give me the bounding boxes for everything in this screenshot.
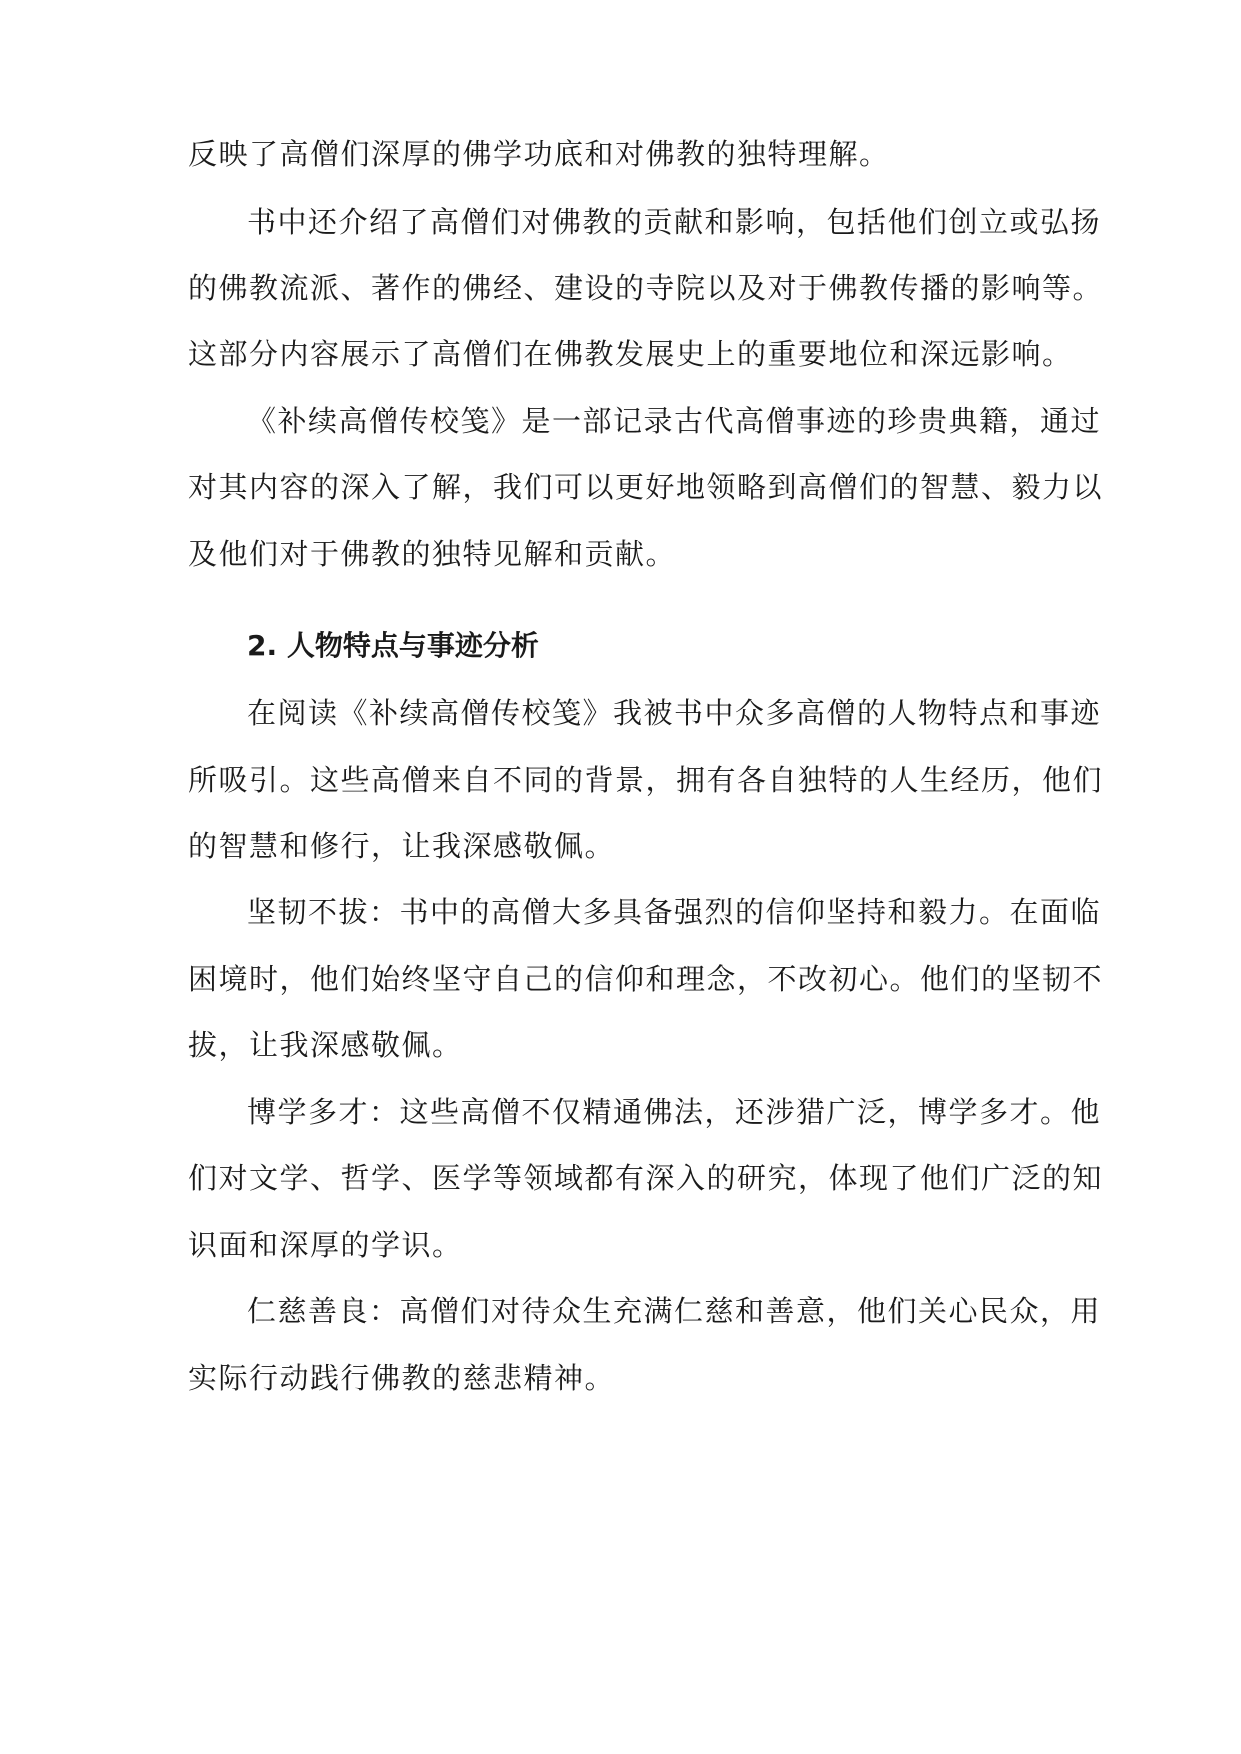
paragraph-line: 坚韧不拔：书中的高僧大多具备强烈的信仰坚持和毅力。在面临 xyxy=(247,895,1102,929)
paragraph-line: 的智慧和修行，让我深感敬佩。 xyxy=(188,829,616,863)
paragraph-line: 所吸引。这些高僧来自不同的背景，拥有各自独特的人生经历，他们 xyxy=(188,763,1104,797)
paragraph-line: 这部分内容展示了高僧们在佛教发展史上的重要地位和深远影响。 xyxy=(188,337,1073,371)
paragraph-line: 反映了高僧们深厚的佛学功底和对佛教的独特理解。 xyxy=(188,137,890,171)
paragraph-line: 们对文学、哲学、医学等领域都有深入的研究，体现了他们广泛的知 xyxy=(188,1161,1104,1195)
paragraph-line: 仁慈善良：高僧们对待众生充满仁慈和善意，他们关心民众，用 xyxy=(247,1294,1102,1328)
paragraph-line: 及他们对于佛教的独特见解和贡献。 xyxy=(188,537,677,571)
paragraph-line: 拔，让我深感敬佩。 xyxy=(188,1028,463,1062)
paragraph-line: 对其内容的深入了解，我们可以更好地领略到高僧们的智慧、毅力以 xyxy=(188,470,1104,504)
paragraph-line: 在阅读《补续高僧传校笺》我被书中众多高僧的人物特点和事迹 xyxy=(247,696,1102,730)
section-heading: 2. 人物特点与事迹分析 xyxy=(247,629,539,662)
paragraph-line: 识面和深厚的学识。 xyxy=(188,1228,463,1262)
paragraph-line: 博学多才：这些高僧不仅精通佛法，还涉猎广泛，博学多才。他 xyxy=(247,1095,1102,1129)
paragraph-line: 的佛教流派、著作的佛经、建设的寺院以及对于佛教传播的影响等。 xyxy=(188,271,1104,305)
paragraph-line: 实际行动践行佛教的慈悲精神。 xyxy=(188,1361,616,1395)
paragraph-line: 困境时，他们始终坚守自己的信仰和理念，不改初心。他们的坚韧不 xyxy=(188,962,1104,996)
paragraph-line: 书中还介绍了高僧们对佛教的贡献和影响，包括他们创立或弘扬 xyxy=(247,205,1102,239)
paragraph-line: 《补续高僧传校笺》是一部记录古代高僧事迹的珍贵典籍，通过 xyxy=(247,404,1102,438)
